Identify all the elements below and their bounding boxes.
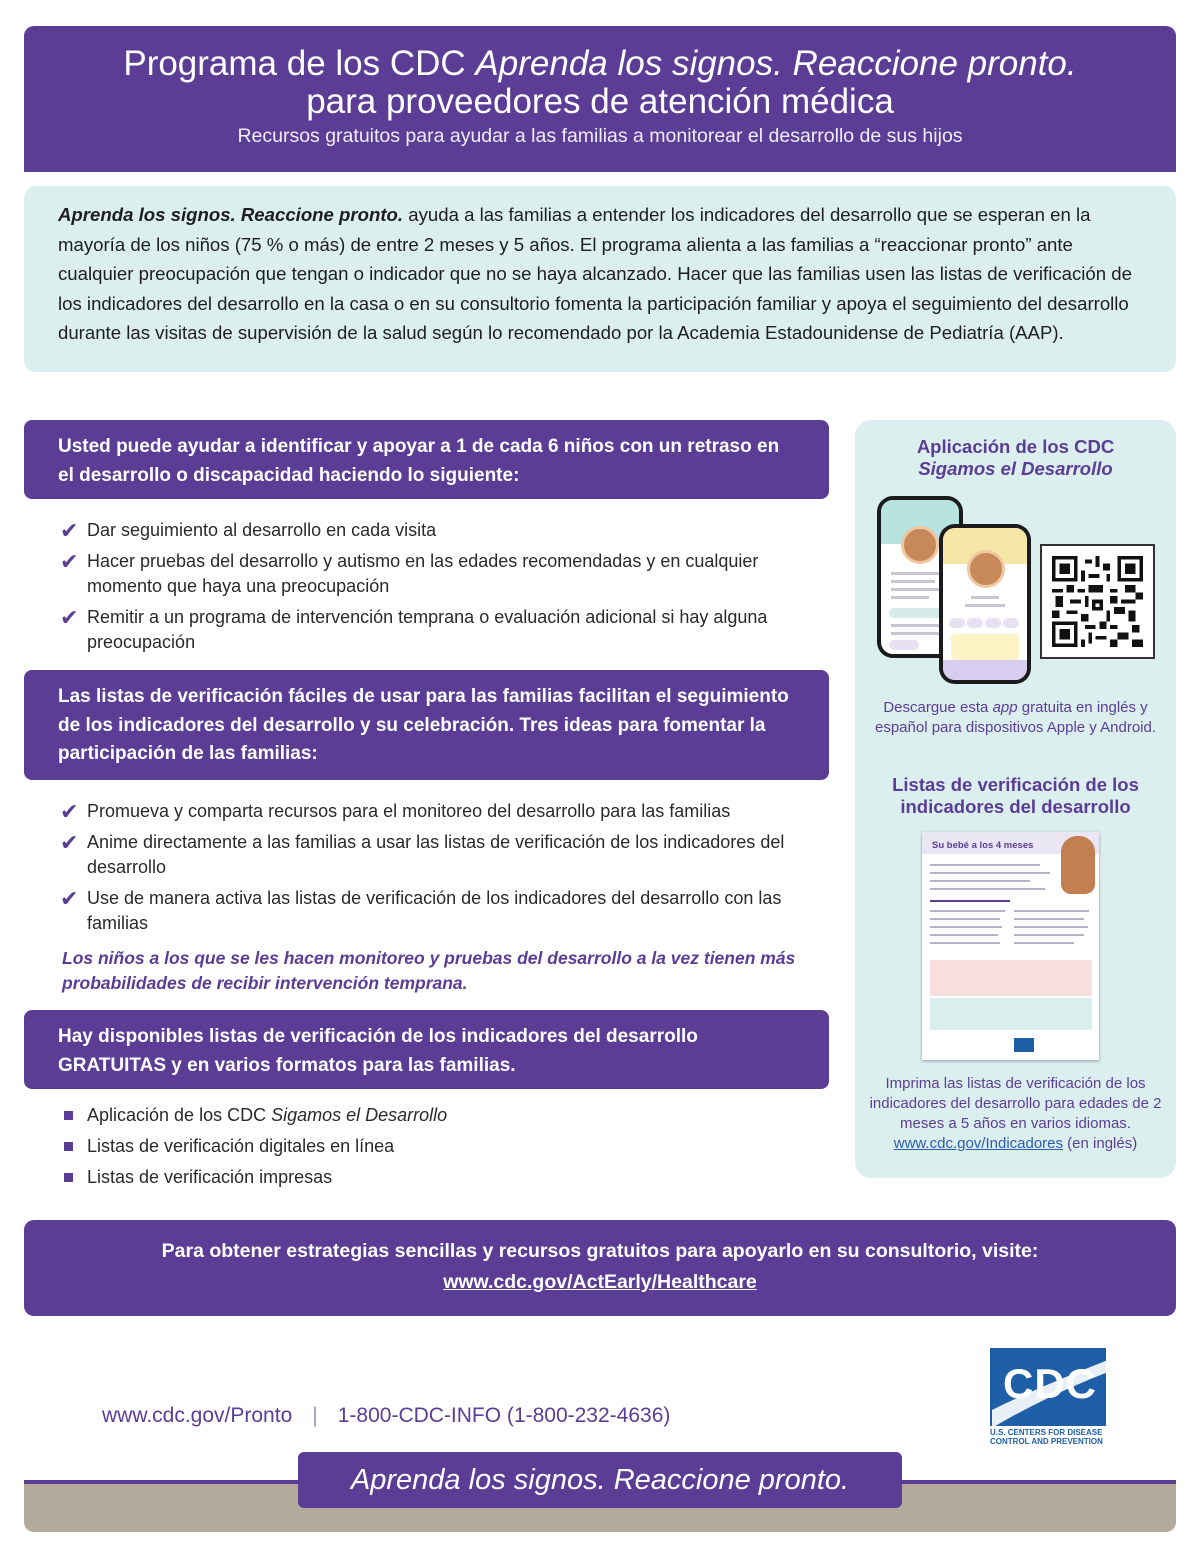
qr-code[interactable]	[1040, 544, 1155, 659]
mini-cdc-logo-icon	[1014, 1038, 1034, 1052]
section2-heading: Las listas de verificación fáciles de usar para las familias facilitan el seguimiento de los indicadores del desarrollo y su celebración. Tres ideas para fomentar la participación de las familias:	[24, 670, 829, 780]
list-item-text: Promueva y comparta recursos para el monitoreo del desarrollo para las familias	[87, 801, 731, 821]
list-item-text: Aplicación de los CDC	[87, 1105, 272, 1125]
banner-text: Para obtener estrategias sencillas y recursos gratuitos para apoyarlo en su consultorio, visite:	[161, 1240, 1039, 1262]
page-subtitle: Recursos gratuitos para ayudar a las familias a monitorear el desarrollo de sus hijos	[237, 125, 963, 147]
check-mark-icon: ✔	[60, 548, 79, 574]
intro-lead: Aprenda los signos. Reaccione pronto.	[58, 204, 404, 225]
checklist-thumbnail	[922, 832, 1099, 1060]
check-mark-icon: ✔	[60, 829, 79, 855]
list-item-text: Listas de verificación digitales en línea	[87, 1136, 395, 1156]
list-item	[60, 549, 830, 600]
checklist-title: Listas de verificación de los indicadores del desarrollo	[892, 774, 1139, 817]
cdc-logo	[990, 1348, 1106, 1444]
cdc-tagline-line1: U.S. CENTERS FOR DISEASE	[990, 1428, 1103, 1437]
app-caption	[867, 698, 1164, 738]
child-photo	[967, 550, 1005, 588]
footer-slogan: Aprenda los signos. Reaccione pronto.	[298, 1452, 902, 1508]
website-link[interactable]: www.cdc.gov/Pronto	[102, 1404, 293, 1427]
title-prefix: Programa de los CDC	[123, 44, 476, 83]
checklist-sample-title: Su bebé a los 4 meses	[932, 840, 1034, 851]
list-item-app-name: Sigamos el Desarrollo	[271, 1105, 448, 1125]
app-caption-app: app	[992, 699, 1018, 716]
qr-code-image	[1052, 556, 1143, 647]
print-caption	[867, 1074, 1164, 1154]
print-caption-text: Imprima las listas de verificación de los indicadores del desarrollo para edades de 2 meses a 5 años en varios idiomas.	[869, 1075, 1162, 1132]
callout-text: Los niños a los que se les hacen monitoreo y pruebas del desarrollo a la vez tienen más probabilidades de recibir intervención temprana.	[62, 948, 796, 993]
cdc-logo-box	[990, 1348, 1106, 1426]
app-caption-text: gratuita en inglés y español para dispositivos Apple y Android.	[874, 699, 1156, 736]
square-bullet-icon	[64, 1111, 73, 1120]
list-item-text: Remitir a un programa de intervención temprana o evaluación adicional si hay alguna preocupación	[87, 606, 768, 652]
check-mark-icon: ✔	[60, 885, 79, 911]
page-title-line2: para proveedores de atención médica	[306, 82, 894, 121]
list-item	[60, 886, 830, 937]
check-mark-icon: ✔	[60, 518, 79, 543]
phone-number[interactable]: 1-800-CDC-INFO (1-800-232-4636)	[337, 1404, 671, 1427]
child-photo	[901, 526, 939, 564]
app-caption-text: Descargue esta	[883, 699, 993, 716]
app-phones-image	[875, 492, 1041, 684]
cdc-logo-tagline	[990, 1428, 1120, 1446]
app-title-line2: Sigamos el Desarrollo	[918, 458, 1113, 479]
indicadores-link[interactable]: www.cdc.gov/Indicadores	[893, 1135, 1064, 1152]
section3-list	[60, 1103, 830, 1196]
page-title	[24, 44, 1176, 84]
section3-heading: Hay disponibles listas de verificación de los indicadores del desarrollo GRATUITAS y en varios formatos para las familias.	[24, 1010, 829, 1089]
list-item	[60, 1103, 830, 1129]
square-bullet-icon	[64, 1173, 73, 1182]
sidebar-panel	[855, 420, 1176, 1178]
cdc-logo-text: CDC	[1003, 1360, 1097, 1407]
list-item-text: Anime directamente a las familias a usar las listas de verificación de los indicadores del desarrollo	[87, 831, 785, 877]
list-item	[60, 830, 830, 881]
section1-list	[60, 518, 830, 661]
print-link-suffix: (en inglés)	[1063, 1135, 1138, 1152]
check-mark-icon: ✔	[60, 604, 79, 630]
list-item-text: Use de manera activa las listas de verificación de los indicadores del desarrollo con las familias	[87, 887, 782, 933]
list-item	[60, 1165, 830, 1191]
app-title	[855, 436, 1176, 480]
title-program-name: Aprenda los signos. Reaccione pronto.	[475, 44, 1077, 83]
contact-separator: |	[312, 1404, 318, 1427]
check-mark-icon: ✔	[60, 799, 79, 824]
intro-panel	[24, 186, 1176, 372]
baby-photo	[1061, 836, 1095, 894]
list-item	[60, 518, 830, 544]
resources-banner	[24, 1220, 1176, 1316]
cdc-tagline-line2: CONTROL AND PREVENTION	[990, 1437, 1103, 1446]
page-header	[24, 26, 1176, 172]
list-item-text: Listas de verificación impresas	[87, 1167, 333, 1187]
phone-mockup	[939, 524, 1031, 684]
list-item	[60, 799, 830, 825]
list-item-text: Hacer pruebas del desarrollo y autismo en las edades recomendadas y en cualquier momento que haya una preocupación	[87, 550, 759, 596]
section1-heading: Usted puede ayudar a identificar y apoyar a 1 de cada 6 niños con un retraso en el desarrollo o discapacidad haciendo lo siguiente:	[24, 420, 829, 499]
healthcare-link[interactable]: www.cdc.gov/ActEarly/Healthcare	[443, 1271, 757, 1293]
list-item	[60, 1134, 830, 1160]
list-item	[60, 605, 830, 656]
contact-line	[102, 1404, 670, 1428]
section2-list	[60, 799, 830, 942]
list-item-text: Dar seguimiento al desarrollo en cada visita	[87, 520, 437, 540]
square-bullet-icon	[64, 1142, 73, 1151]
app-title-line1: Aplicación de los CDC	[916, 436, 1115, 457]
intro-body: ayuda a las familias a entender los indicadores del desarrollo que se esperan en la mayoría de los niños (75 % o más) de entre 2 meses y 5 años. El programa alienta a las familias a “reaccionar pronto” ante cualquier preocupación que tengan o indicador que no se haya alcanzado. Hacer que las familias usen las listas de verificación de los indicadores del desarrollo en la casa o en su consultorio fomenta la participación familiar y apoya el seguimiento del desarrollo durante las visitas de supervisión de la salud según lo recomendado por la Academia Estadounidense de Pediatría (AAP).	[58, 204, 1132, 343]
